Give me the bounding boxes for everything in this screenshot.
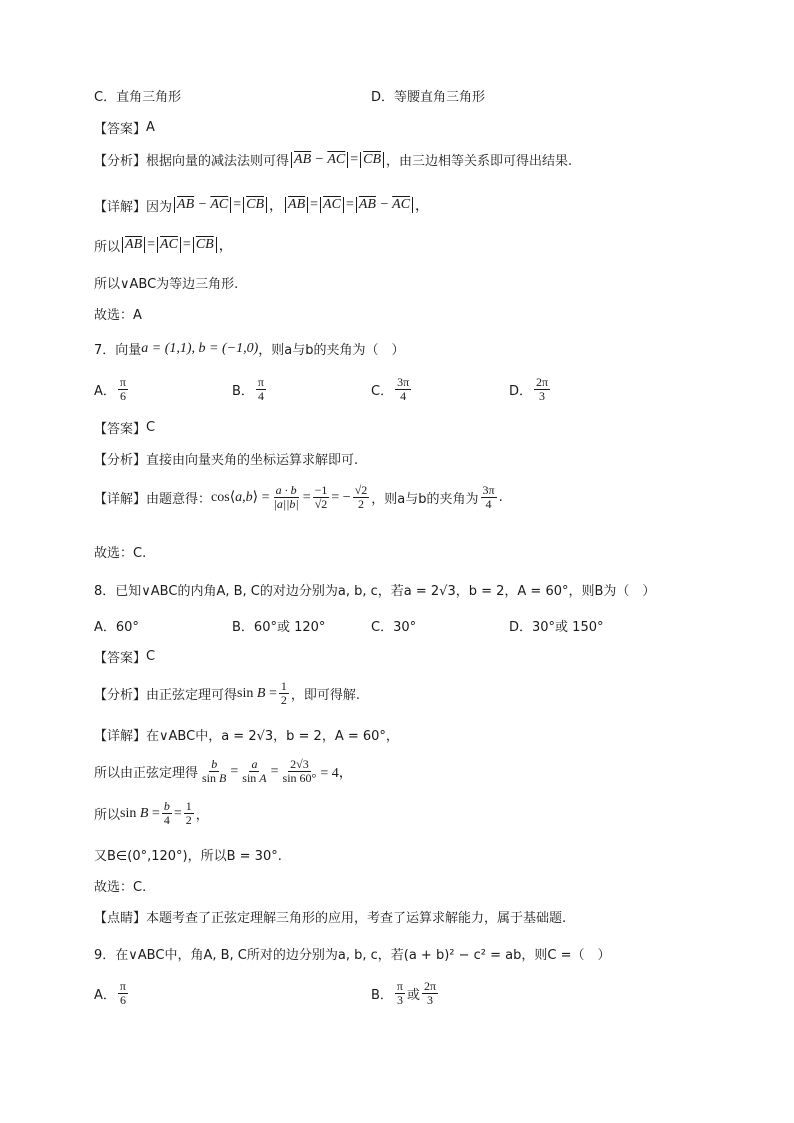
detail-text: 所以∨ABC为等边三角形.	[94, 277, 239, 292]
abs-ab: $\overline{AB}$	[122, 237, 145, 253]
analysis-text-post: ，由三边相等关系即可得出结果.	[386, 154, 573, 169]
option-text: B．60°或 120°	[232, 620, 326, 635]
q6-detail-line3	[94, 273, 238, 292]
analysis-text: 由正弦定理可得	[146, 688, 238, 703]
numerator: π	[119, 979, 126, 993]
fraction-a-sina	[240, 758, 268, 785]
abs-cb: $\overline{CB}$	[360, 152, 384, 168]
fraction	[256, 376, 266, 403]
q6-option-c-text: C．直角三角形	[94, 90, 182, 105]
equals-sign: =	[350, 151, 359, 167]
q7-option-b	[232, 376, 268, 403]
numerator: 2π	[424, 979, 437, 993]
q7-option-a	[94, 376, 130, 403]
detail-tag: 【详解】	[94, 199, 147, 215]
denominator: 6	[119, 993, 126, 1007]
abs-ab-minus-ac: $\overline{AB} - \overline{AC}$	[291, 152, 348, 168]
fraction-half	[279, 680, 289, 707]
q8-analysis	[94, 680, 360, 707]
abs-ac: $\overline{AC}$	[157, 237, 181, 253]
q8-option-b	[232, 616, 325, 635]
numerator: 3π	[482, 483, 495, 497]
fraction	[422, 980, 438, 1007]
fraction-value	[313, 484, 330, 511]
sin-b-eq: sin B =	[120, 805, 160, 821]
q7-stem	[94, 339, 405, 358]
analysis-tag: 【分析】	[94, 154, 147, 169]
fraction	[118, 376, 128, 403]
denominator: 4	[257, 389, 264, 403]
numerator: −1	[314, 483, 328, 497]
q9-option-a	[94, 980, 130, 1007]
numerator: b	[211, 757, 218, 771]
denominator: 3	[539, 389, 546, 403]
q8-detail	[94, 725, 399, 744]
analysis-text-post: ，即可得解.	[290, 688, 360, 703]
numerator: √2	[354, 483, 368, 497]
detail-text: 由题意得：	[146, 492, 212, 507]
fraction-b-sinb	[200, 758, 228, 785]
q7-stem-pre: 7．向量	[94, 343, 142, 358]
abs-ab: $\overline{AB}$	[285, 197, 308, 213]
or-text: 或	[406, 988, 420, 1003]
fraction-half	[184, 800, 194, 827]
denominator: sin B	[202, 771, 227, 785]
answer-value: A	[146, 120, 155, 135]
detail-text: 因为	[146, 199, 173, 215]
denominator: 2	[280, 693, 287, 707]
denominator: 4	[163, 813, 170, 827]
equals-sign: =	[173, 805, 182, 821]
q6-choose	[94, 304, 142, 323]
comma: ，	[195, 808, 209, 823]
denominator: sin 60°	[282, 771, 317, 785]
abs-cb: $\overline{CB}$	[193, 237, 217, 253]
denominator: 3	[427, 993, 434, 1007]
abs-cb: $\overline{CB}$	[243, 197, 267, 213]
numerator: 1	[185, 799, 192, 813]
q8-choose	[94, 876, 146, 895]
q7-option-d	[509, 376, 552, 403]
analysis-tag: 【分析】	[94, 453, 147, 468]
detail-text: 在∨ABC中，a = 2√3，b = 2，A = 60°，	[146, 729, 399, 744]
fraction-result	[353, 484, 370, 511]
detail-text: 所以由正弦定理得	[94, 766, 199, 781]
q8-detail-line3	[94, 800, 209, 827]
detail-text: 又B∈(0°,120°)，所以B = 30°.	[94, 849, 282, 864]
denominator: |a||b|	[273, 497, 299, 511]
option-label: D．	[509, 384, 533, 399]
answer-tag: 【答案】	[94, 651, 147, 666]
denominator: 6	[119, 389, 126, 403]
fraction-b-4	[162, 800, 172, 827]
numerator: 1	[280, 679, 287, 693]
denominator: 4	[400, 389, 407, 403]
q8-option-d	[509, 616, 604, 635]
period: .	[498, 490, 503, 505]
answer-value: C	[146, 649, 156, 664]
equals-sign: =	[233, 197, 242, 212]
detail-text: 所以	[94, 239, 121, 255]
q7-choose	[94, 542, 146, 561]
numerator: a	[251, 757, 258, 771]
numerator: π	[257, 375, 264, 389]
q9-option-b	[371, 980, 440, 1007]
comma: ，	[218, 239, 233, 254]
q6-option-d	[371, 86, 485, 105]
q9-stem	[94, 944, 610, 963]
denominator: 3	[396, 993, 403, 1007]
fraction	[481, 484, 497, 511]
q8-detail-line2	[94, 758, 353, 785]
denominator: √2	[314, 497, 328, 511]
denominator: sin A	[242, 771, 267, 785]
option-label: A．	[94, 384, 116, 399]
detail-tag: 【详解】	[94, 492, 147, 507]
q6-detail-line2	[94, 235, 233, 255]
numerator: 2π	[536, 375, 549, 389]
q7-option-c	[371, 376, 413, 403]
option-text: A．60°	[94, 620, 139, 635]
detail-text-post: ，则a与b的夹角为	[371, 492, 479, 507]
q6-option-d-text: D．等腰直角三角形	[371, 90, 486, 105]
q8-answer	[94, 647, 155, 666]
q8-detail-line4	[94, 845, 282, 864]
equals-sign: =	[302, 489, 311, 505]
q8-stem-text: 8．已知∨ABC的内角A, B, C的对边分别为a, b, c，若a = 2√3，b = 2，A = 60°，则B为（ ）	[94, 584, 656, 599]
choose-text: 故选：A	[94, 308, 142, 323]
numerator: 2√3	[290, 757, 309, 771]
q6-option-c	[94, 86, 181, 105]
q9-stem-text: 9．在∨ABC中，角A, B, C所对的边分别为a, b, c，若(a + b)² − c² = ab，则C =（ ）	[94, 948, 611, 963]
fraction	[534, 376, 550, 403]
equals-sign: =	[310, 197, 319, 212]
equals-sign: =	[345, 197, 354, 212]
fraction	[395, 376, 411, 403]
q7-detail	[94, 484, 503, 511]
q6-analysis	[94, 150, 572, 169]
answer-tag: 【答案】	[94, 122, 147, 137]
equals-sign: =	[230, 763, 239, 779]
numerator: π	[396, 979, 403, 993]
choose-text: 故选：C.	[94, 880, 147, 895]
q6-detail	[94, 195, 429, 215]
abs-ab-minus-ac: $\overline{AB} - \overline{AC}$	[174, 197, 231, 213]
equals-sign: =	[270, 763, 279, 779]
denominator: 4	[485, 497, 492, 511]
q7-answer	[94, 418, 155, 437]
analysis-tag: 【分析】	[94, 688, 147, 703]
answer-tag: 【答案】	[94, 422, 147, 437]
q7-analysis	[94, 449, 358, 468]
option-text: C．30°	[371, 620, 417, 635]
option-label: B．	[232, 384, 254, 399]
q8-comment	[94, 907, 566, 926]
option-label: C．	[371, 384, 394, 399]
answer-value: C	[146, 420, 156, 435]
detail-text: 所以	[94, 808, 121, 823]
fraction	[118, 980, 128, 1007]
analysis-text: 根据向量的减法法则可得	[146, 154, 290, 169]
q6-answer	[94, 118, 155, 137]
fraction	[395, 980, 405, 1007]
fraction-dot-product	[272, 484, 301, 511]
q7-stem-post: ，则a与b的夹角为（ ）	[258, 343, 405, 358]
equals-sign: =	[147, 237, 156, 252]
equals-sign: = −	[331, 489, 351, 505]
abs-ac: $\overline{AC}$	[320, 197, 344, 213]
numerator: b	[163, 799, 170, 813]
sin-b-eq: sin B =	[237, 685, 277, 701]
numerator: 3π	[397, 375, 410, 389]
comment-tag: 【点睛】	[94, 911, 147, 926]
q7-vectors: a = (1,1), b = (−1,0)	[141, 340, 259, 356]
q8-stem	[94, 580, 655, 599]
numerator: π	[119, 375, 126, 389]
analysis-text: 直接由向量夹角的坐标运算求解即可.	[146, 453, 359, 468]
equals-sign: =	[182, 237, 191, 252]
option-text: D．30°或 150°	[509, 620, 604, 635]
numerator: a · b	[275, 483, 297, 497]
option-label: B．	[371, 988, 393, 1003]
option-label: A．	[94, 988, 116, 1003]
q8-option-a	[94, 616, 139, 635]
abs-ab-minus-ac: $\overline{AB} - \overline{AC}$	[356, 197, 413, 213]
comma: ，	[415, 199, 430, 214]
choose-text: 故选：C.	[94, 546, 147, 561]
detail-tag: 【详解】	[94, 729, 147, 744]
detail-text-post: = 4，	[320, 765, 353, 781]
q8-option-c	[371, 616, 416, 635]
denominator: 2	[185, 813, 192, 827]
denominator: 2	[358, 497, 364, 511]
comment-text: 本题考查了正弦定理解三角形的应用，考查了运算求解能力，属于基础题.	[146, 911, 567, 926]
fraction-value	[281, 758, 319, 785]
comma: ，	[269, 199, 284, 214]
cos-expression: cos⟨a,b⟩ =	[211, 490, 270, 505]
